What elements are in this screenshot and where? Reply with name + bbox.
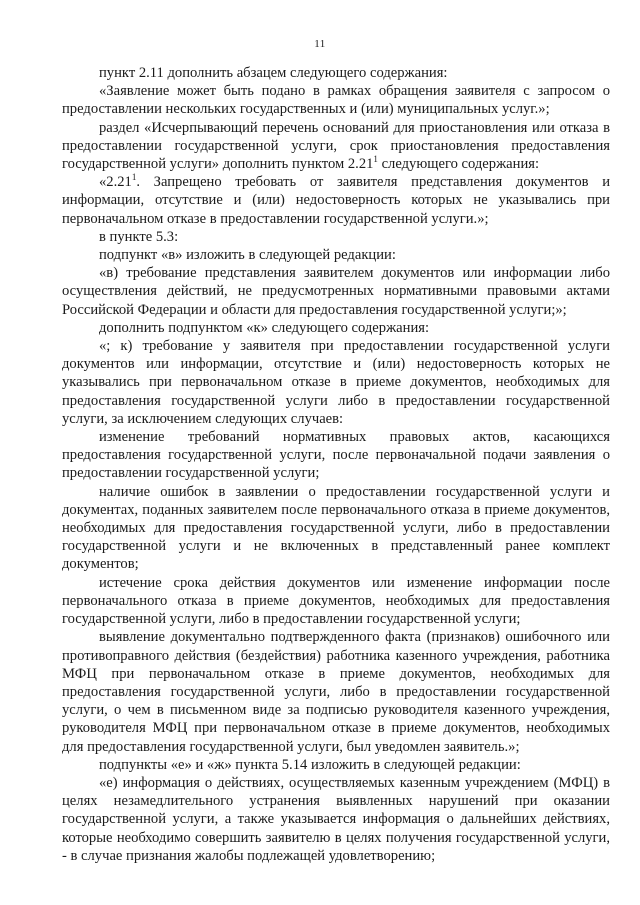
- paragraph: в пункте 5.3:: [99, 228, 179, 245]
- superscript: 1: [373, 154, 378, 165]
- paragraph: «е) информация о действиях, осуществляемых казенным учреждением (МФЦ) в целях незамедлительного устранения выявленных нарушений при оказании государственной услуги, а также указывается информация о дальнейших действиях, которые необходимо совершить заявителю в целях получения государственной услуги, - в случае признания жалобы подлежащей удовлетворению;: [62, 774, 610, 864]
- paragraph: наличие ошибок в заявлении о предоставлении государственной услуги и документах, поданных заявителем после первоначального отказа в приеме документов, необходимых для предоставления государственной услуги, либо в предоставлении государственной услуги и не включенных в представленный ранее комплект документов;: [62, 483, 610, 573]
- paragraph: подпункты «е» и «ж» пункта 5.14 изложить в следующей редакции:: [99, 756, 521, 773]
- paragraph-text: следующего содержания:: [377, 156, 540, 173]
- paragraph: «Заявление может быть подано в рамках обращения заявителя с запросом о предоставлении нескольких государственных и (или) муниципальных услуг.»;: [62, 83, 610, 118]
- paragraph: «; к) требование у заявителя при предоставлении государственной услуги документов или информации, отсутствие и (или) недостоверность которых не указывались при первоначальном отказе в приеме документов, необходимых для предоставления государственной услуги либо в предоставлении государственной услуги, за исключением следующих случаев:: [62, 338, 610, 427]
- paragraph: [62, 173, 610, 228]
- paragraph: «в) требование представления заявителем документов или информации либо осуществления действий, не предусмотренных нормативными правовыми актами Российской Федерации и области для предоставления государственной услуги;»;: [62, 265, 610, 318]
- document-body: [62, 64, 610, 865]
- paragraph: изменение требований нормативных правовых актов, касающихся предоставления государственной услуги, после первоначальной подачи заявления о предоставлении государственной услуги;: [62, 429, 610, 482]
- superscript: 1: [131, 172, 137, 183]
- paragraph: выявление документально подтвержденного факта (признаков) ошибочного или противоправного действия (бездействия) работника казенного учреждения, работника МФЦ при первоначальном отказе в приеме документов, необходимых для предоставления государственной услуги, либо в предоставлении государственной услуги, о чем в письменном виде за подписью руководителя казенного учреждения, руководителя МФЦ при первоначальном отказе в приеме документов, необходимых для предоставления государственной услуги, был уведомлен заявитель.»;: [62, 629, 610, 755]
- paragraph-text: раздел «Исчерпывающий перечень оснований для приостановления или отказа в предоставлении государственной услуги, срок приостановления предоставления государственной услуги» дополнить пунктом 2.21: [62, 119, 610, 173]
- paragraph: [62, 119, 610, 174]
- paragraph: дополнить подпунктом «к» следующего содержания:: [99, 319, 430, 336]
- paragraph: пункт 2.11 дополнить абзацем следующего содержания:: [99, 65, 448, 81]
- paragraph-text: . Запрещено требовать от заявителя представления документов и информации, отсутствие и (или) недостоверность которых не указывались при первоначальном отказе в предоставлении государственной услуги.»;: [62, 174, 610, 227]
- paragraph: подпункт «в» изложить в следующей редакции:: [99, 247, 396, 264]
- paragraph: истечение срока действия документов или изменение информации после первоначального отказа в приеме документов, необходимых для предоставления государственной услуги, либо в предоставлении государственной услуги;: [62, 574, 610, 628]
- paragraph-text: «2.21: [99, 174, 132, 191]
- page-number: 11: [314, 38, 326, 50]
